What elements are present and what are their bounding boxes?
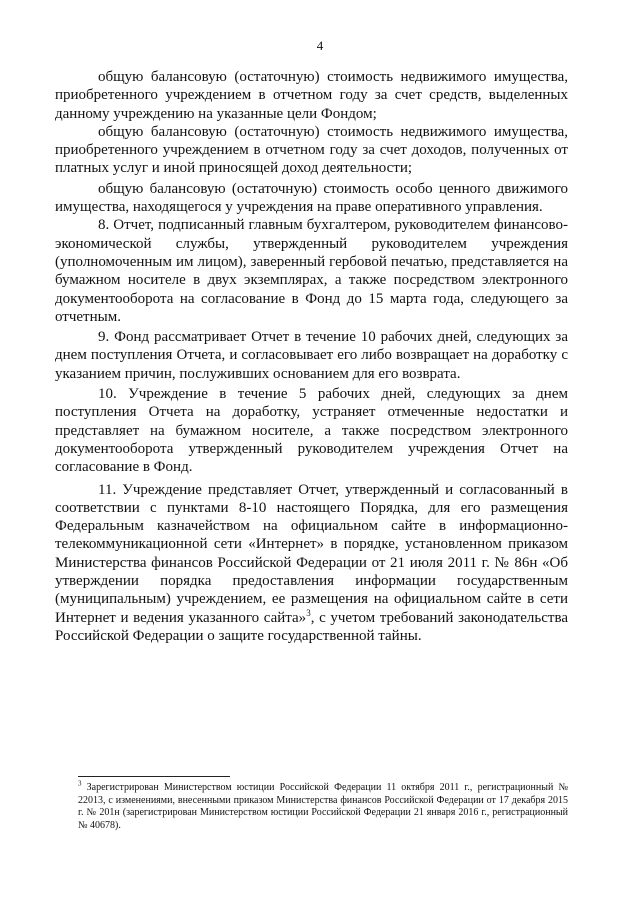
paragraph-item-8: 8. Отчет, подписанный главным бухгалтером, руководителем финансово-экономической службы, утвержденный руководителем учреждения (уполномоченным им лицом), заверенный гербовой печатью, представляется на бумажном носителе в двух экземплярах, а также посредством электронного документооборота на согласование в Фонд до 15 марта года, следующего за отчетным. — [55, 217, 568, 325]
document-body — [55, 68, 568, 645]
footnote-divider — [78, 776, 230, 777]
paragraph-balance-funds: общую балансовую (остаточную) стоимость недвижимого имущества, приобретенного учреждением в отчетном году за счет средств, выделенных данному учреждению на указанные цели Фондом; — [55, 69, 568, 122]
paragraph-item-9: 9. Фонд рассматривает Отчет в течение 10 рабочих дней, следующих за днем поступления Отчета, и согласовывает его либо возвращает на доработку с указанием причин, послуживших основанием для его возврата. — [55, 329, 568, 382]
paragraph-balance-movable: общую балансовую (остаточную) стоимость особо ценного движимого имущества, находящегося у учреждения на праве оперативного управления. — [55, 180, 568, 216]
footnote-marker: 3 — [78, 779, 82, 788]
paragraph-item-11 — [55, 481, 568, 646]
footnote-text: Зарегистрирован Министерством юстиции Российской Федерации 11 октября 2011 г., регистрационный № 22013, с изменениями, внесенными приказом Министерства финансов Российской Федерации от 17 декабря 2015 г. № 201н (зарегистрирован Министерством юстиции Российской Федерации 21 января 2016 г., регистрационный № 40678). — [78, 782, 568, 831]
footnote — [78, 779, 568, 832]
footnote-reference: 3 — [306, 607, 311, 618]
paragraph-balance-income: общую балансовую (остаточную) стоимость недвижимого имущества, приобретенного учреждением в отчетном году за счет доходов, полученных от платных услуг и иной приносящей доход деятельности; — [55, 123, 568, 177]
paragraph-item-11-text-after: , с учетом требований законодательства Российской Федерации о защите государственной тайны. — [55, 609, 568, 644]
paragraph-item-10: 10. Учреждение в течение 5 рабочих дней, следующих за днем поступления Отчета на доработку, устраняет отмеченные недостатки и представляет на бумажном носителе, а также посредством электронного документооборота утвержденный руководителем учреждения Отчет на согласование в Фонд. — [55, 386, 568, 476]
paragraph-item-11-text: 11. Учреждение представляет Отчет, утвержденный и согласованный в соответствии с пунктами 8-10 настоящего Порядка, для его размещения Федеральным казначейством на официальном сайте в информационно-телекоммуникационной сети «Интернет» в порядке, установленном приказом Министерства финансов Российской Федерации от 21 июля 2011 г. № 86н «Об утверждении порядка предоставления информации государственным (муниципальным) учреждением, ее размещения на официальном сайте в сети Интернет и ведения указанного сайта» — [55, 481, 568, 626]
page-number: 4 — [316, 38, 324, 53]
